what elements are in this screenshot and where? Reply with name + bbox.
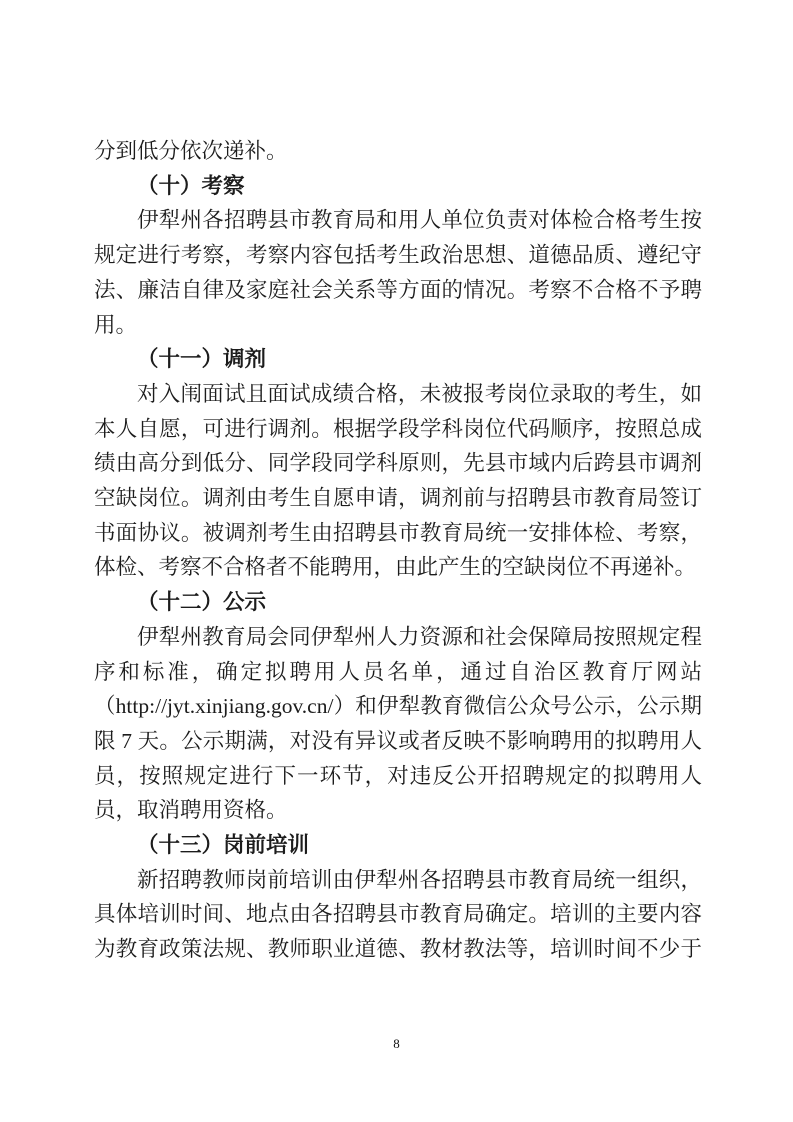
paragraph-section-11: 对入闱面试且面试成绩合格，未被报考岗位录取的考生，如本人自愿，可进行调剂。根据学段学科岗位代码顺序，按照总成绩由高分到低分、同学段同学科原则，先县市域内后跨县市调剂空缺岗位。调剂由考生自愿申请，调剂前与招聘县市教育局签订书面协议。被调剂考生由招聘县市教育局统一安排体检、考察，体检、考察不合格者不能聘用，由此产生的空缺岗位不再递补。 <box>94 381 702 580</box>
section-heading-12-gongshi: （十二）公示 <box>137 590 267 615</box>
page-number: 8 <box>393 1036 400 1051</box>
section-heading-11-tiaoji: （十一）调剂 <box>137 347 267 372</box>
section-heading-13-gangqianpeixun: （十三）岗前培训 <box>137 833 310 858</box>
document-body <box>94 134 702 967</box>
paragraph-section-13: 新招聘教师岗前培训由伊犁州各招聘县市教育局统一组织，具体培训时间、地点由各招聘县市教育局确定。培训的主要内容为教育政策法规、教师职业道德、教材教法等，培训时间不少于 <box>94 867 702 962</box>
paragraph-section-12: 伊犁州教育局会同伊犁州人力资源和社会保障局按照规定程序和标准，确定拟聘用人员名单，通过自治区教育厅网站（http://jyt.xinjiang.gov.cn/）和伊犁教育微信公众号公示，公示期限 7 天。公示期满，对没有异议或者反映不影响聘用的拟聘用人员，按照规定进行下一环节，对违反公开招聘规定的拟聘用人员，取消聘用资格。 <box>94 624 702 823</box>
section-heading-10-kaocha: （十）考察 <box>137 173 245 198</box>
paragraph-continuation: 分到低分依次递补。 <box>94 139 288 163</box>
paragraph-section-10: 伊犁州各招聘县市教育局和用人单位负责对体检合格考生按规定进行考察，考察内容包括考生政治思想、道德品质、遵纪守法、廉洁自律及家庭社会关系等方面的情况。考察不合格不予聘用。 <box>94 208 702 337</box>
